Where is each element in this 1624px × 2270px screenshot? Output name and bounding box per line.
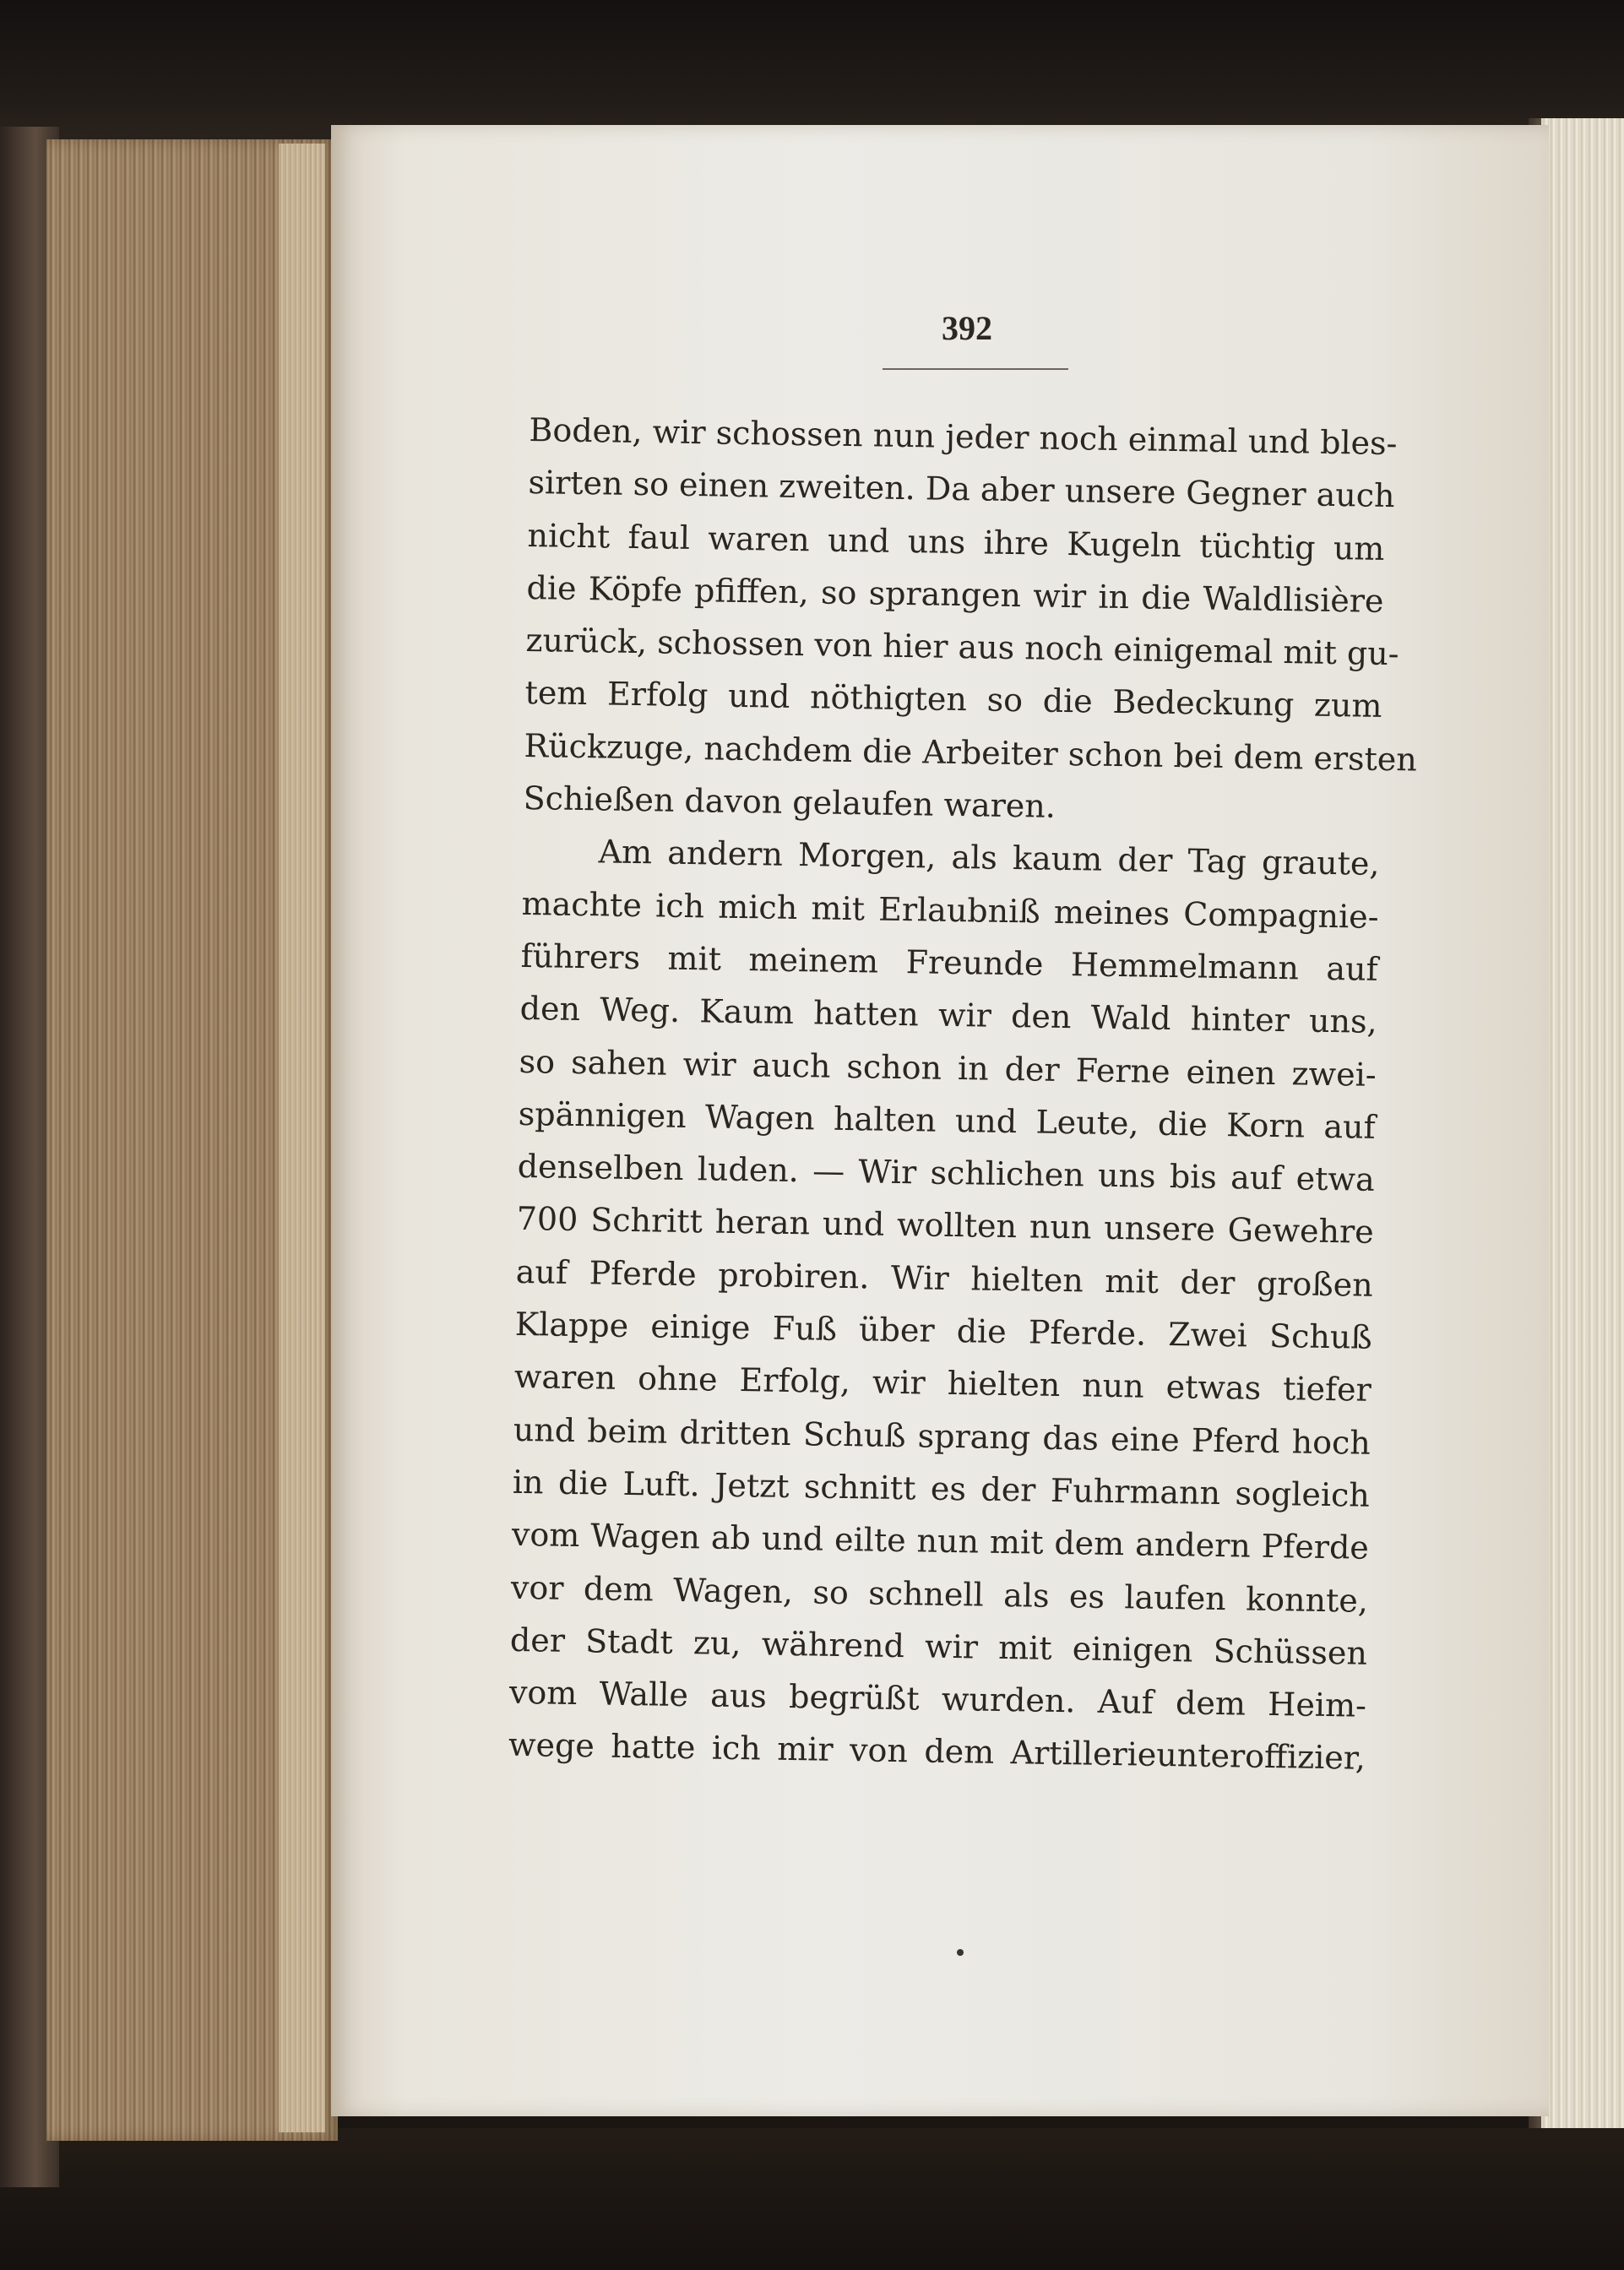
text-line: Klappe einige Fuß über die Pferde. Zwei Schuß (514, 1305, 1373, 1356)
text-line: zurück, schossen von hier aus noch einigemal mit gu- (525, 622, 1399, 673)
text-line: in die Luft. Jetzt schnitt es der Fuhrmann sogleich (512, 1463, 1371, 1514)
text-line: machte ich mich mit Erlaubniß meines Compagnie- (521, 884, 1379, 936)
text-line: nicht faul waren und uns ihre Kugeln tüchtig um (527, 516, 1385, 568)
text-line: vom Walle aus begrüßt wurden. Auf dem Heim- (508, 1673, 1367, 1724)
header-rule (883, 368, 1068, 370)
ink-dot (957, 1949, 964, 1956)
text-line: und beim dritten Schuß sprang das eine Pferd hoch (513, 1410, 1371, 1462)
text-line: tem Erfolg und nöthigten so die Bedeckung zum (524, 674, 1382, 725)
text-line: waren ohne Erfolg, wir hielten nun etwas tiefer (513, 1358, 1372, 1409)
text-line: Schießen davon gelaufen waren. (523, 779, 1056, 825)
text-line: den Weg. Kaum hatten wir den Wald hinter uns, (519, 990, 1377, 1041)
body-text (508, 404, 1418, 1784)
text-line: spännigen Wagen halten und Leute, die Korn auf (518, 1094, 1377, 1146)
text-line: vom Wagen ab und eilte nun mit dem andern Pferde (511, 1516, 1370, 1567)
background-top (0, 0, 1624, 144)
right-page-edges (1541, 118, 1624, 2128)
text-line: Boden, wir schossen nun jeder noch einmal und bles- (529, 410, 1398, 463)
text-line: 700 Schritt heran und wollten nun unsere Gewehre (516, 1200, 1375, 1252)
page-block-light-edge (279, 144, 325, 2132)
text-line: vor dem Wagen, so schnell als es laufen konnte, (510, 1568, 1369, 1620)
page-number: 392 (942, 309, 992, 347)
text-line: denselben luden. — Wir schlichen uns bis auf etwa (517, 1148, 1376, 1198)
text-line: führers mit meinem Freunde Hemmelmann auf (520, 937, 1378, 988)
text-line: Am andern Morgen, als kaum der Tag graute, (598, 833, 1380, 883)
background-bottom (0, 2128, 1624, 2270)
text-line: Rückzuge, nachdem die Arbeiter schon bei dem ersten (524, 726, 1418, 779)
text-line: der Stadt zu, während wir mit einigen Schüssen (509, 1621, 1368, 1672)
text-line: auf Pferde probiren. Wir hielten mit der großen (515, 1252, 1374, 1304)
text-line: sirten so einen zweiten. Da aber unsere Gegner auch (528, 464, 1395, 515)
text-line: wege hatte ich mir von dem Artillerieunteroffizier, (508, 1726, 1366, 1778)
text-line: so sahen wir auch schon in der Ferne einen zwei- (519, 1042, 1377, 1094)
text-line: die Köpfe pfiffen, so sprangen wir in die Waldlisière (526, 568, 1384, 620)
